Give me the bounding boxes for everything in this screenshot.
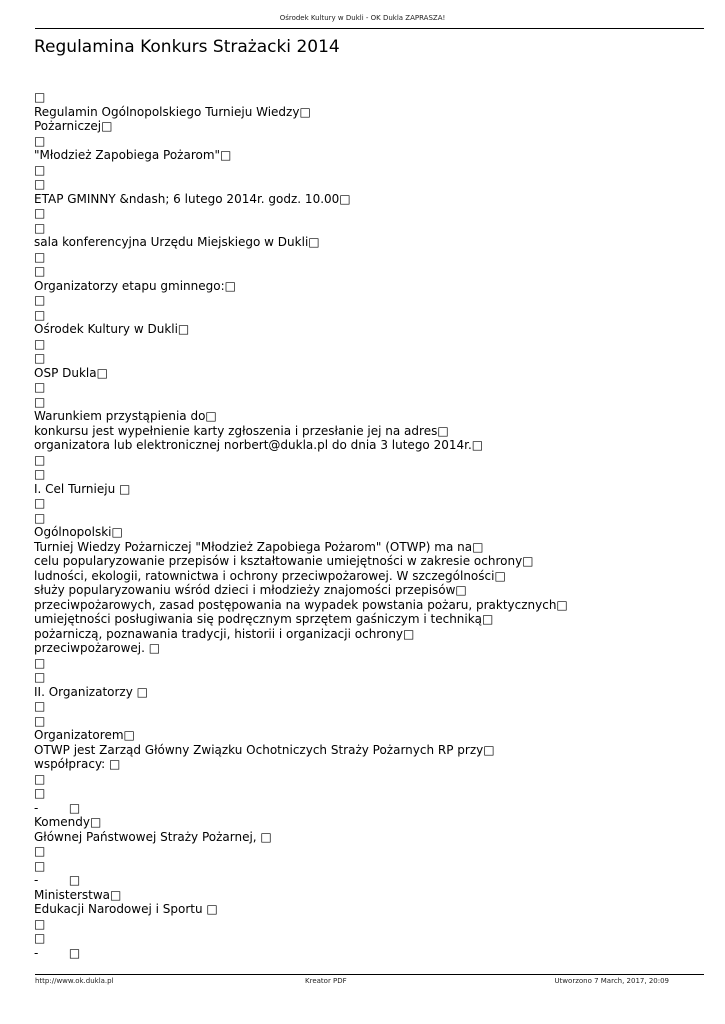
document-line: II. Organizatorzy □ [34, 684, 148, 699]
document-line: - □ [34, 800, 81, 815]
document-line: Regulamin Ogólnopolskiego Turnieju Wiedzy□ [34, 104, 311, 119]
document-line: □ [34, 90, 46, 104]
document-line: □ [34, 162, 46, 177]
footer-divider [35, 974, 704, 975]
document-line: służy popularyzowaniu wśród dzieci i młodzieży znajomości przepisów□ [34, 583, 467, 597]
document-line: ludności, ekologii, ratownictwa i ochrony przeciwpożarowej. W szczególności□ [34, 568, 506, 583]
document-line: Turniej Wiedzy Pożarniczej "Młodzież Zapobiega Pożarom" (OTWP) ma na□ [34, 539, 484, 554]
document-line: □ [34, 844, 46, 858]
document-line: □ [34, 249, 46, 264]
document-line: przeciwpożarowej. □ [34, 641, 161, 655]
document-line: □ [34, 467, 46, 481]
document-line: □ [34, 351, 46, 365]
document-line: przeciwpożarowych, zasad postępowania na wypadek powstania pożaru, praktycznych□ [34, 597, 568, 612]
document-line: □ [34, 452, 46, 467]
document-line: Organizatorzy etapu gminnego:□ [34, 278, 236, 293]
footer-created-date: Utworzono 7 March, 2017, 20:09 [554, 977, 669, 985]
document-line: □ [34, 133, 46, 148]
document-line: Głównej Państwowej Straży Pożarnej, □ [34, 829, 272, 844]
document-line: □ [34, 858, 46, 873]
document-line: □ [34, 931, 46, 945]
document-line: współpracy: □ [34, 757, 121, 771]
document-line: □ [34, 307, 46, 322]
document-line: □ [34, 293, 46, 307]
document-line: □ [34, 699, 46, 713]
document-line: □ [34, 771, 46, 786]
header-divider [35, 28, 704, 29]
document-line: Organizatorem□ [34, 728, 135, 742]
document-body [34, 90, 704, 960]
document-line: □ [34, 336, 46, 351]
document-line: - □ [34, 945, 81, 960]
document-line: OSP Dukla□ [34, 365, 108, 380]
document-title: Regulamina Konkurs Strażacki 2014 [34, 37, 340, 57]
document-line: □ [34, 394, 46, 409]
document-line: □ [34, 786, 46, 800]
document-line: □ [34, 510, 46, 525]
document-line: Ministerstwa□ [34, 887, 122, 902]
document-line: I. Cel Turnieju □ [34, 481, 131, 496]
document-line: Edukacji Narodowej i Sportu □ [34, 902, 218, 916]
document-line: sala konferencyjna Urzędu Miejskiego w Dukli□ [34, 235, 320, 249]
document-line: □ [34, 655, 46, 670]
footer-url: http://www.ok.dukla.pl [35, 977, 114, 985]
document-line: organizatora lub elektronicznej norbert@dukla.pl do dnia 3 lutego 2014r.□ [34, 438, 484, 452]
document-line: - □ [34, 873, 81, 887]
document-line: pożarniczą, poznawania tradycji, historii i organizacji ochrony□ [34, 626, 415, 641]
document-line: □ [34, 220, 46, 235]
document-line: □ [34, 916, 46, 931]
document-line: □ [34, 380, 46, 394]
document-line: Komendy□ [34, 815, 102, 829]
document-line: □ [34, 264, 46, 278]
document-line: OTWP jest Zarząd Główny Związku Ochotniczych Straży Pożarnych RP przy□ [34, 742, 495, 757]
document-line: □ [34, 670, 46, 684]
document-line: "Młodzież Zapobiega Pożarom"□ [34, 148, 232, 162]
document-line: celu popularyzowanie przepisów i kształtowanie umiejętności w zakresie ochrony□ [34, 554, 534, 568]
document-line: □ [34, 177, 46, 191]
page-header: Ośrodek Kultury w Dukli - OK Dukla ZAPRASZA! [279, 14, 446, 22]
document-line: □ [34, 206, 46, 220]
document-line: Pożarniczej□ [34, 119, 113, 133]
document-line: Warunkiem przystąpienia do□ [34, 409, 217, 423]
footer-generator: Kreator PDF [305, 977, 347, 985]
document-line: Ośrodek Kultury w Dukli□ [34, 322, 190, 336]
document-line: □ [34, 496, 46, 510]
document-line: Ogólnopolski□ [34, 525, 123, 539]
document-line: umiejętności posługiwania się podręcznym sprzętem gaśniczym i techniką□ [34, 612, 494, 626]
document-line: ETAP GMINNY &ndash; 6 lutego 2014r. godz. 10.00□ [34, 191, 351, 206]
document-line: konkursu jest wypełnienie karty zgłoszenia i przesłanie jej na adres□ [34, 423, 449, 438]
document-line: □ [34, 713, 46, 728]
page-footer [35, 977, 704, 987]
